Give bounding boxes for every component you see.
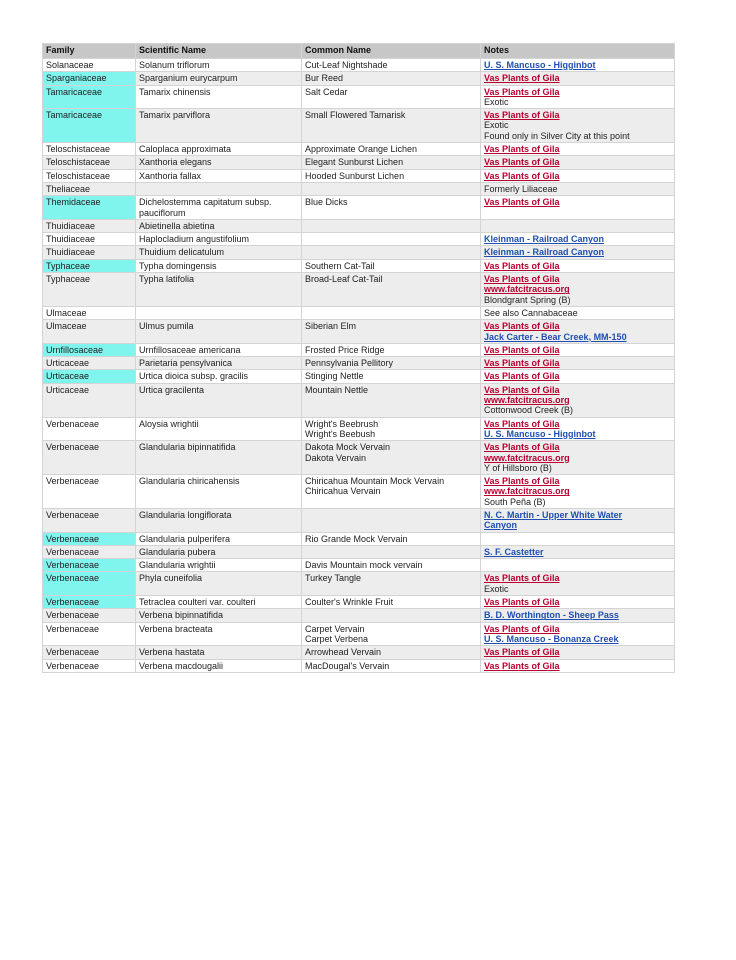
table-row [43, 659, 675, 672]
common-name-cell [302, 370, 481, 383]
scientific-name-cell-text: Xanthoria fallax [139, 170, 202, 181]
scientific-name-cell-text: Parietaria pensylvanica [139, 358, 233, 369]
table-row [43, 273, 675, 307]
scientific-name-cell-text: Dichelostemma capitatum subsp. [139, 197, 272, 208]
common-name-cell [302, 156, 481, 169]
notes-cell [481, 196, 675, 220]
family-cell: Theliaceae [43, 182, 136, 195]
notes-text: Formerly Liliaceae [484, 183, 558, 194]
scientific-name-cell-text: Urtica dioica subsp. gracilis [139, 371, 249, 382]
common-name-cell [302, 441, 481, 475]
notes-cell [481, 156, 675, 169]
common-name-cell [302, 532, 481, 545]
notes-link[interactable]: Jack Carter - Bear Creek, MM-150 [484, 331, 627, 342]
notes-link[interactable]: Vas Plants of Gila [484, 384, 560, 395]
table-row [43, 475, 675, 509]
scientific-name-cell-text: Xanthoria elegans [139, 157, 212, 168]
scientific-name-cell-text: Tetraclea coulteri var. coulteri [139, 597, 256, 608]
notes-text: Exotic [484, 120, 509, 131]
table-row [43, 357, 675, 370]
common-name-cell-text: Dakota Mock Vervain [305, 442, 391, 453]
notes-cell [481, 143, 675, 156]
notes-link[interactable]: Vas Plants of Gila [484, 157, 560, 168]
notes-link[interactable]: Vas Plants of Gila [484, 623, 560, 634]
notes-cell [481, 622, 675, 646]
common-name-cell-text: Davis Mountain mock vervain [305, 560, 423, 571]
notes-link[interactable]: U. S. Mancuso - Bonanza Creek [484, 633, 619, 644]
notes-link[interactable]: Vas Plants of Gila [484, 597, 560, 608]
family-cell: Themidaceae [43, 196, 136, 220]
scientific-name-cell-text: Glandularia pulperifera [139, 533, 231, 544]
family-cell: Teloschistaceae [43, 169, 136, 182]
notes-link[interactable]: S. F. Castetter [484, 546, 544, 557]
family-cell: Verbenaceae [43, 417, 136, 441]
notes-cell [481, 182, 675, 195]
notes-link[interactable]: Vas Plants of Gila [484, 170, 560, 181]
scientific-name-cell-text: Solanum triflorum [139, 60, 210, 70]
table-row [43, 609, 675, 622]
scientific-name-cell [136, 508, 302, 532]
scientific-name-cell-text: Verbena bipinnatifida [139, 610, 224, 621]
notes-link[interactable]: Vas Plants of Gila [484, 110, 560, 121]
table-row [43, 559, 675, 572]
scientific-name-cell [136, 85, 302, 109]
scientific-name-cell [136, 357, 302, 370]
family-cell: Verbenaceae [43, 646, 136, 659]
common-name-cell-text: Siberian Elm [305, 321, 357, 332]
family-cell: Ulmaceae [43, 320, 136, 344]
common-name-cell-text: Coulter's Wrinkle Fruit [305, 597, 394, 608]
scientific-name-cell [136, 532, 302, 545]
scientific-name-cell-text: Verbena macdougalii [139, 660, 224, 671]
scientific-name-cell-text: Glandularia longiflorata [139, 509, 232, 520]
notes-cell [481, 559, 675, 572]
common-name-cell-text: Hooded Sunburst Lichen [305, 170, 405, 181]
scientific-name-cell-text: Haplocladium angustifolium [139, 234, 250, 245]
family-cell: Verbenaceae [43, 609, 136, 622]
common-name-cell [302, 72, 481, 85]
table-row [43, 259, 675, 272]
notes-text: South Peña (B) [484, 496, 546, 507]
notes-link[interactable]: Vas Plants of Gila [484, 660, 560, 671]
notes-link[interactable]: Vas Plants of Gila [484, 144, 560, 155]
table-row [43, 508, 675, 532]
notes-link[interactable]: Vas Plants of Gila [484, 86, 560, 97]
family-cell: Verbenaceae [43, 596, 136, 609]
common-name-cell-text: Chiricahua Vervain [305, 486, 381, 497]
notes-cell [481, 246, 675, 259]
scientific-name-cell [136, 306, 302, 319]
notes-text: See also Cannabaceae [484, 307, 578, 318]
common-name-cell [302, 475, 481, 509]
scientific-name-cell [136, 320, 302, 344]
scientific-name-cell-text: Thuidium delicatulum [139, 247, 225, 258]
family-cell: Urticaceae [43, 357, 136, 370]
notes-link[interactable]: Vas Plants of Gila [484, 418, 560, 429]
table-row [43, 169, 675, 182]
table-body [43, 59, 675, 673]
family-cell: Typhaceae [43, 273, 136, 307]
common-name-cell-text: Bur Reed [305, 73, 344, 84]
notes-cell [481, 609, 675, 622]
notes-link[interactable]: Vas Plants of Gila [484, 197, 560, 208]
common-name-cell [302, 508, 481, 532]
family-cell: Typhaceae [43, 259, 136, 272]
scientific-name-cell-text: Phyla cuneifolia [139, 573, 203, 584]
common-name-cell-text: Carpet Verbena [305, 633, 369, 644]
table-row [43, 143, 675, 156]
notes-link[interactable]: Vas Plants of Gila [484, 442, 560, 453]
common-name-cell-text: Wright's Beebush [305, 428, 376, 439]
table-row [43, 72, 675, 85]
header-row [43, 44, 675, 59]
notes-cell [481, 596, 675, 609]
family-cell: Verbenaceae [43, 545, 136, 558]
table-row [43, 646, 675, 659]
scientific-name-cell [136, 383, 302, 417]
notes-link[interactable]: Kleinman - Railroad Canyon [484, 234, 605, 245]
family-cell: Tamaricaceae [43, 109, 136, 143]
table-row [43, 182, 675, 195]
scientific-name-cell [136, 143, 302, 156]
table-row [43, 622, 675, 646]
notes-link[interactable]: Canyon [484, 520, 518, 531]
notes-text: Blondgrant Spring (B) [484, 294, 571, 305]
table-row [43, 417, 675, 441]
common-name-cell [302, 259, 481, 272]
notes-link[interactable]: www.fatcitracus.org [484, 486, 570, 497]
notes-text: Exotic [484, 583, 509, 594]
notes-cell [481, 417, 675, 441]
notes-cell [481, 259, 675, 272]
scientific-name-cell-text: Tamarix chinensis [139, 86, 211, 97]
notes-cell [481, 85, 675, 109]
common-name-cell-text: Elegant Sunburst Lichen [305, 157, 404, 168]
table-row [43, 109, 675, 143]
common-name-cell-text: Arrowhead Vervain [305, 647, 382, 658]
scientific-name-cell-text: Verbena bracteata [139, 623, 213, 634]
notes-cell [481, 219, 675, 232]
notes-cell [481, 233, 675, 246]
header-common-name: Common Name [302, 44, 481, 59]
family-cell: Tamaricaceae [43, 85, 136, 109]
common-name-cell-text: Rio Grande Mock Vervain [305, 533, 408, 544]
notes-cell [481, 532, 675, 545]
family-cell: Teloschistaceae [43, 143, 136, 156]
common-name-cell [302, 545, 481, 558]
common-name-cell [302, 246, 481, 259]
notes-link[interactable]: Vas Plants of Gila [484, 73, 560, 84]
family-cell: Urnfillosaceae [43, 343, 136, 356]
notes-cell [481, 72, 675, 85]
scientific-name-cell-text: Tamarix parviflora [139, 110, 211, 121]
table-row [43, 383, 675, 417]
common-name-cell-text: Dakota Vervain [305, 452, 367, 463]
scientific-name-cell-text: Verbena hastata [139, 647, 205, 658]
table-row [43, 59, 675, 72]
table-row [43, 320, 675, 344]
notes-cell [481, 441, 675, 475]
notes-link[interactable]: U. S. Mancuso - Higginbot [484, 60, 596, 70]
scientific-name-cell [136, 169, 302, 182]
common-name-cell [302, 357, 481, 370]
notes-cell [481, 659, 675, 672]
notes-cell [481, 370, 675, 383]
scientific-name-cell [136, 572, 302, 596]
common-name-cell [302, 109, 481, 143]
notes-link[interactable]: U. S. Mancuso - Higginbot [484, 428, 596, 439]
header-scientific-name: Scientific Name [136, 44, 302, 59]
common-name-cell [302, 273, 481, 307]
family-cell: Urticaceae [43, 383, 136, 417]
scientific-name-cell [136, 219, 302, 232]
notes-cell [481, 273, 675, 307]
family-cell: Thuidiaceae [43, 219, 136, 232]
table-row [43, 370, 675, 383]
notes-cell [481, 646, 675, 659]
family-cell: Sparganiaceae [43, 72, 136, 85]
notes-link[interactable]: www.fatcitracus.org [484, 395, 570, 406]
scientific-name-cell [136, 646, 302, 659]
common-name-cell [302, 59, 481, 72]
notes-link[interactable]: B. D. Worthington - Sheep Pass [484, 610, 619, 621]
table-row [43, 156, 675, 169]
common-name-cell-text: Blue Dicks [305, 197, 348, 208]
scientific-name-cell [136, 622, 302, 646]
family-cell: Thuidiaceae [43, 233, 136, 246]
notes-link[interactable]: www.fatcitracus.org [484, 284, 570, 295]
scientific-name-cell-text: Glandularia wrightii [139, 560, 216, 571]
header-family: Family [43, 44, 136, 59]
scientific-name-cell [136, 273, 302, 307]
scientific-name-cell [136, 196, 302, 220]
common-name-cell [302, 559, 481, 572]
notes-link[interactable]: Vas Plants of Gila [484, 647, 560, 658]
scientific-name-cell [136, 72, 302, 85]
notes-link[interactable]: Kleinman - Railroad Canyon [484, 247, 605, 258]
scientific-name-cell-text: Caloplaca approximata [139, 144, 232, 155]
notes-cell [481, 343, 675, 356]
scientific-name-cell [136, 233, 302, 246]
scientific-name-cell [136, 246, 302, 259]
notes-link[interactable]: www.fatcitracus.org [484, 452, 570, 463]
common-name-cell-text: MacDougal's Vervain [305, 660, 390, 671]
table-row [43, 596, 675, 609]
common-name-cell [302, 572, 481, 596]
family-cell: Verbenaceae [43, 572, 136, 596]
table-row [43, 532, 675, 545]
notes-cell [481, 475, 675, 509]
common-name-cell-text: Salt Cedar [305, 86, 348, 97]
common-name-cell [302, 306, 481, 319]
scientific-name-cell-text: Sparganium eurycarpum [139, 73, 238, 84]
notes-link[interactable]: Vas Plants of Gila [484, 371, 560, 382]
common-name-cell-text: Carpet Vervain [305, 623, 365, 634]
common-name-cell-text: Frosted Price Ridge [305, 344, 385, 355]
scientific-name-cell-text: Ulmus pumila [139, 321, 194, 332]
common-name-cell [302, 196, 481, 220]
notes-text: Exotic [484, 96, 509, 107]
scientific-name-cell-text: Typha domingensis [139, 260, 217, 271]
common-name-cell-text: Broad-Leaf Cat-Tail [305, 274, 383, 285]
table-row [43, 219, 675, 232]
scientific-name-cell [136, 182, 302, 195]
common-name-cell [302, 219, 481, 232]
scientific-name-cell [136, 370, 302, 383]
scientific-name-cell-text: Glandularia pubera [139, 546, 216, 557]
notes-text: Y of Hillsboro (B) [484, 462, 552, 473]
notes-cell [481, 59, 675, 72]
table-row [43, 343, 675, 356]
common-name-cell-text: Small Flowered Tamarisk [305, 110, 406, 121]
notes-cell [481, 545, 675, 558]
common-name-cell [302, 646, 481, 659]
notes-cell [481, 320, 675, 344]
common-name-cell [302, 169, 481, 182]
common-name-cell [302, 233, 481, 246]
common-name-cell [302, 622, 481, 646]
scientific-name-cell-text: Urnfillosaceae americana [139, 344, 241, 355]
family-cell: Verbenaceae [43, 532, 136, 545]
common-name-cell [302, 609, 481, 622]
family-cell: Solanaceae [43, 59, 136, 72]
family-cell: Verbenaceae [43, 659, 136, 672]
table-row [43, 545, 675, 558]
scientific-name-cell [136, 156, 302, 169]
scientific-name-cell [136, 659, 302, 672]
common-name-cell-text: Approximate Orange Lichen [305, 144, 418, 155]
notes-link[interactable]: Vas Plants of Gila [484, 358, 560, 369]
scientific-name-cell [136, 417, 302, 441]
family-cell: Verbenaceae [43, 475, 136, 509]
scientific-name-cell-text: pauciflorum [139, 207, 186, 218]
notes-link[interactable]: Vas Plants of Gila [484, 274, 560, 285]
scientific-name-cell-text: Abietinella abietina [139, 220, 215, 231]
common-name-cell-text: Southern Cat-Tail [305, 260, 375, 271]
common-name-cell [302, 143, 481, 156]
table-row [43, 441, 675, 475]
scientific-name-cell [136, 545, 302, 558]
notes-cell [481, 383, 675, 417]
scientific-name-cell [136, 475, 302, 509]
table-row [43, 246, 675, 259]
table-row [43, 572, 675, 596]
common-name-cell [302, 383, 481, 417]
scientific-name-cell-text: Typha latifolia [139, 274, 195, 285]
notes-cell [481, 169, 675, 182]
common-name-cell-text: Stinging Nettle [305, 371, 364, 382]
table-row [43, 85, 675, 109]
notes-cell [481, 572, 675, 596]
common-name-cell-text: Pennsylvania Pellitory [305, 358, 394, 369]
notes-cell [481, 357, 675, 370]
family-cell: Thuidiaceae [43, 246, 136, 259]
family-cell: Verbenaceae [43, 559, 136, 572]
notes-link[interactable]: Vas Plants of Gila [484, 344, 560, 355]
scientific-name-cell-text: Aloysia wrightii [139, 418, 199, 429]
notes-link[interactable]: Vas Plants of Gila [484, 573, 560, 584]
common-name-cell-text: Cut-Leaf Nightshade [305, 60, 388, 70]
common-name-cell-text: Turkey Tangle [305, 573, 362, 584]
family-cell: Verbenaceae [43, 441, 136, 475]
common-name-cell [302, 343, 481, 356]
scientific-name-cell [136, 596, 302, 609]
notes-text: Found only in Silver City at this point [484, 130, 630, 141]
plant-table [42, 43, 675, 673]
header-notes: Notes [481, 44, 675, 59]
common-name-cell [302, 417, 481, 441]
table-row [43, 196, 675, 220]
scientific-name-cell-text: Urtica gracilenta [139, 384, 205, 395]
scientific-name-cell [136, 441, 302, 475]
common-name-cell [302, 85, 481, 109]
notes-link[interactable]: Vas Plants of Gila [484, 321, 560, 332]
family-cell: Teloschistaceae [43, 156, 136, 169]
notes-text: Cottonwood Creek (B) [484, 405, 574, 416]
scientific-name-cell [136, 259, 302, 272]
scientific-name-cell-text: Glandularia bipinnatifida [139, 442, 236, 453]
common-name-cell-text: Chiricahua Mountain Mock Vervain [305, 476, 445, 487]
scientific-name-cell [136, 609, 302, 622]
scientific-name-cell [136, 343, 302, 356]
scientific-name-cell [136, 59, 302, 72]
common-name-cell [302, 596, 481, 609]
common-name-cell [302, 659, 481, 672]
scientific-name-cell [136, 559, 302, 572]
table-row [43, 306, 675, 319]
notes-cell [481, 306, 675, 319]
common-name-cell-text: Wright's Beebrush [305, 418, 379, 429]
common-name-cell [302, 182, 481, 195]
notes-link[interactable]: N. C. Martin - Upper White Water [484, 509, 623, 520]
notes-link[interactable]: Vas Plants of Gila [484, 260, 560, 271]
notes-cell [481, 508, 675, 532]
family-cell: Verbenaceae [43, 508, 136, 532]
family-cell: Verbenaceae [43, 622, 136, 646]
family-cell: Ulmaceae [43, 306, 136, 319]
common-name-cell-text: Mountain Nettle [305, 384, 369, 395]
notes-cell [481, 109, 675, 143]
scientific-name-cell [136, 109, 302, 143]
common-name-cell [302, 320, 481, 344]
scientific-name-cell-text: Glandularia chiricahensis [139, 476, 240, 487]
notes-link[interactable]: Vas Plants of Gila [484, 476, 560, 487]
family-cell: Urticaceae [43, 370, 136, 383]
table-row [43, 233, 675, 246]
